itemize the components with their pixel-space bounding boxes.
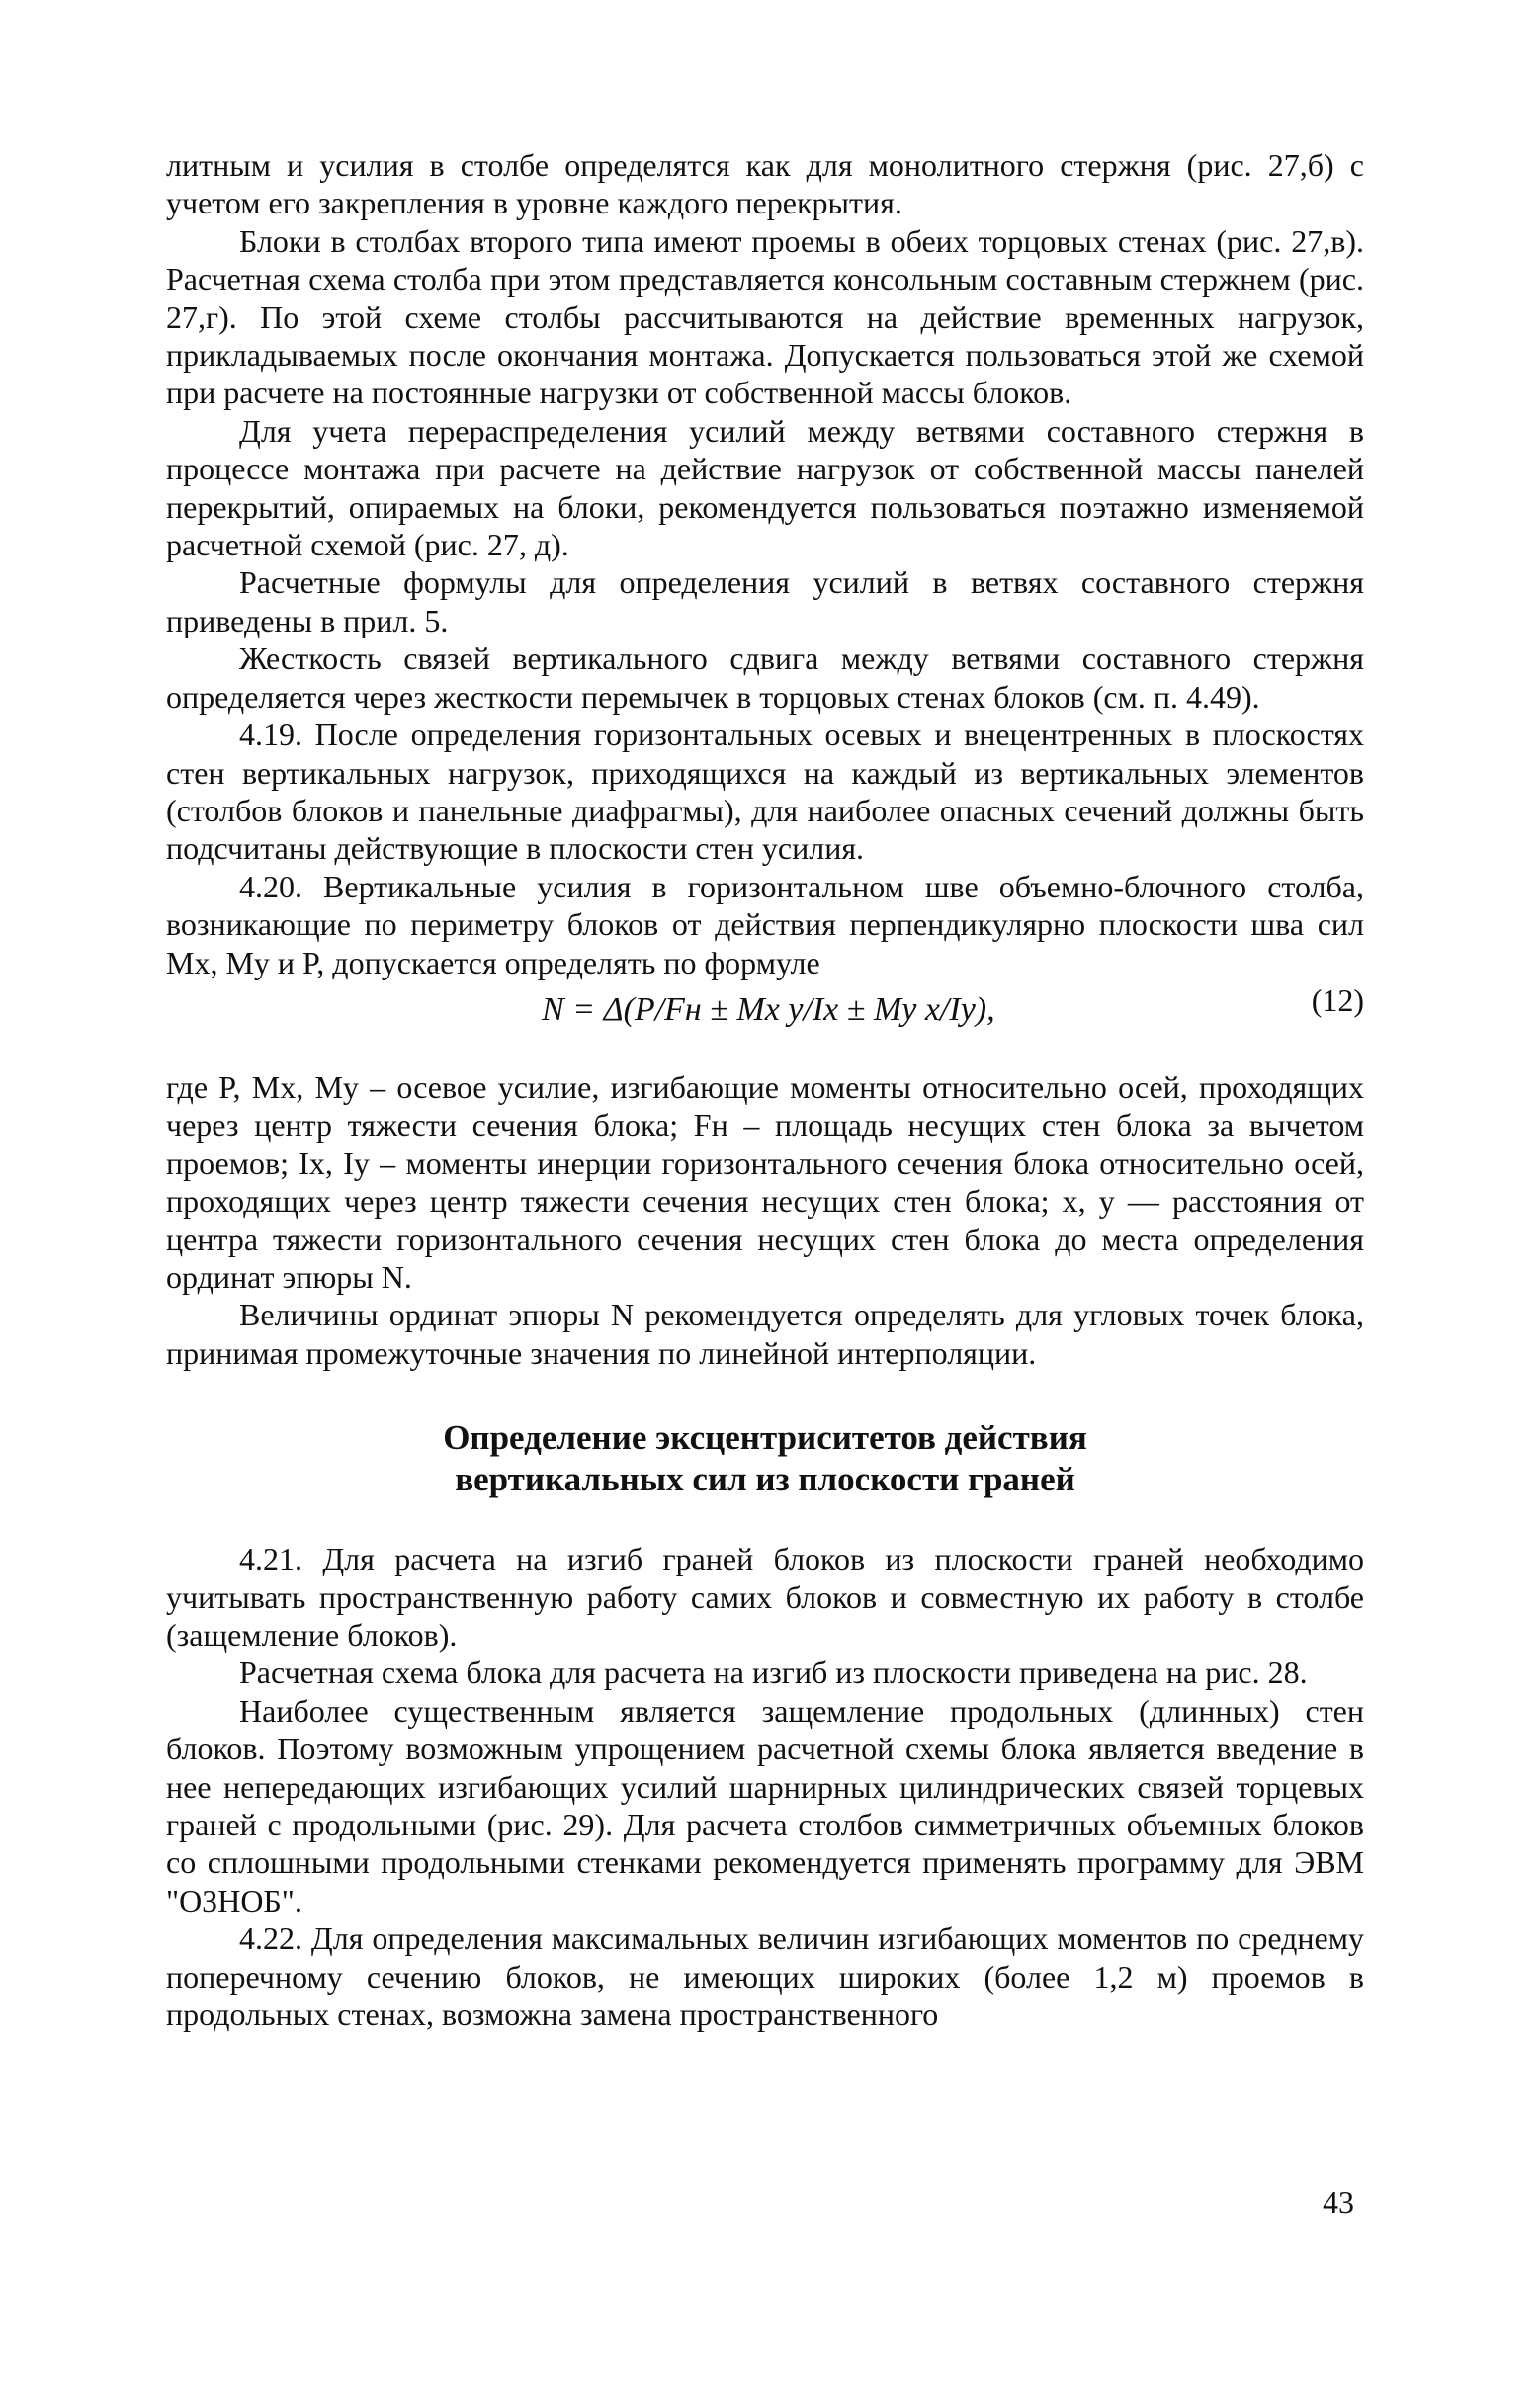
paragraph: Величины ординат эпюры N рекомендуется определять для угловых точек блока, принимая промежуточные значения по линейной интерполяции. [166,1297,1364,1371]
paragraph: 4.19. После определения горизонтальных осевых и внецентренных в плоскостях стен вертикальных нагрузок, приходящихся на каждый из вертикальных элементов (столбов блоков и панельные диафрагмы), для наиболее опасных сечений должны быть подсчитаны действующие в плоскости стен усилия. [166,717,1364,867]
paragraph: Блоки в столбах второго типа имеют проемы в обеих торцовых стенах (рис. 27,в). Расчетная схема столба при этом представляется консольным составным стержнем (рис. 27,г). По этой схеме столбы рассчитываются на действие временных нагрузок, прикладываемых после окончания монтажа. Допускается пользоваться этой же схемой при расчете на постоянные нагрузки от собственной массы блоков. [166,222,1364,411]
heading-line-1: Определение эксцентриситетов действия [443,1418,1087,1458]
paragraph: 4.20. Вертикальные усилия в горизонтальном шве объемно-блочного столба, возникающие по периметру блоков от действия перпендикулярно плоскости шва сил Mx, My и P, допускается определять по формуле [166,868,1364,980]
heading-line-2: вертикальных сил из плоскости граней [455,1460,1075,1499]
paragraph: 4.21. Для расчета на изгиб граней блоков из плоскости граней необходимо учитывать пространственную работу самих блоков и совместную их работу в столбе (защемление блоков). [166,1541,1364,1653]
formula: N = Δ(P/Fн ± Mx y/Ix ± My x/Iy), [542,990,995,1028]
formula-row [166,981,1364,1045]
paragraph: Для учета перераспределения усилий между ветвями составного стержня в процессе монтажа при расчете на действие нагрузок от собственной массы панелей перекрытий, опираемых на блоки, рекомендуется пользоваться поэтажно изменяемой расчетной схемой (рис. 27, д). [166,412,1364,563]
equation-number: (12) [1311,981,1364,1018]
paragraph: Жесткость связей вертикального сдвига между ветвями составного стержня определяется через жесткости перемычек в торцовых стенах блоков (см. п. 4.49). [166,640,1364,715]
paragraph: Наиболее существенным является защемление продольных (длинных) стен блоков. Поэтому возможным упрощением расчетной схемы блока является введение в нее непередающих изгибающих усилий шарнирных цилиндрических связей торцевых граней с продольными (рис. 29). Для расчета столбов симметричных объемных блоков со сплошными продольными стенками рекомендуется применять программу для ЭВМ "ОЗНОБ". [166,1692,1364,1918]
section-heading [166,1417,1364,1500]
paragraph: литным и усилия в столбе определятся как для монолитного стержня (рис. 27,б) с учетом его закрепления в уровне каждого перекрытия. [166,147,1364,221]
paragraph: Расчетная схема блока для расчета на изгиб из плоскости приведена на рис. 28. [239,1655,1308,1691]
body-text [166,146,1364,2033]
paragraph: 4.22. Для определения максимальных величин изгибающих моментов по среднему поперечному сечению блоков, не имеющих широких (более 1,2 м) проемов в продольных стенах, возможна замена пространственного [166,1920,1364,2033]
page-number: 43 [1323,2184,1354,2220]
paragraph: где P, Mx, My – осевое усилие, изгибающие моменты относительно осей, проходящих через центр тяжести сечения блока; Fн – площадь несущих стен блока за вычетом проемов; Ix, Iy – моменты инерции горизонтального сечения блока относительно осей, проходящих через центр тяжести сечения несущих стен блока; x, y — расстояния от центра тяжести горизонтального сечения несущих стен блока до места определения ординат эпюры N. [166,1068,1364,1295]
paragraph: Расчетные формулы для определения усилий в ветвях составного стержня приведены в прил. 5. [166,564,1364,638]
